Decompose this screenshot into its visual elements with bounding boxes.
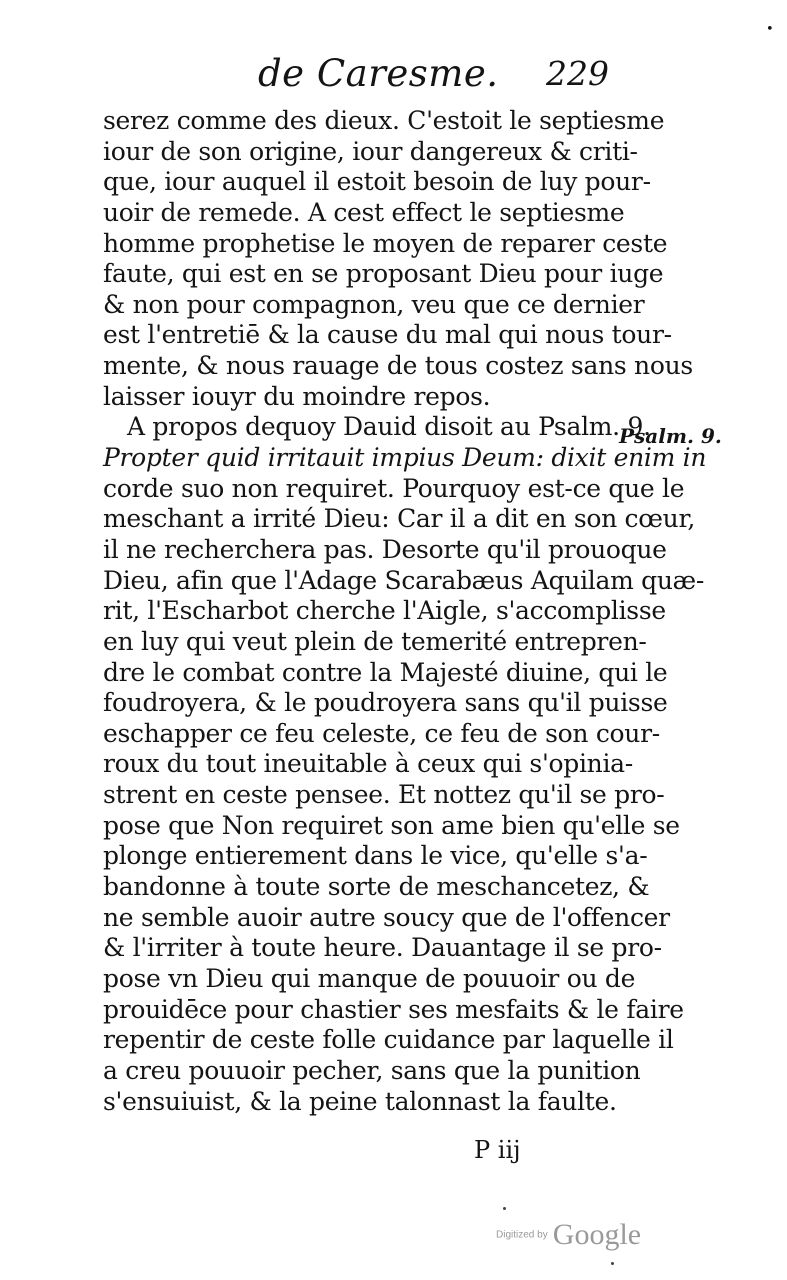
- text-line: il ne recherchera pas. Desorte qu'il prouoque: [103, 534, 667, 564]
- corner-mark: •: [766, 22, 774, 37]
- text-line: dre le combat contre la Majesté diuine, qui le: [103, 657, 668, 687]
- text-line: plonge entierement dans le vice, qu'elle s'a-: [103, 841, 648, 871]
- text-line: foudroyera, & le poudroyera sans qu'il puisse: [103, 688, 668, 718]
- text-line: A propos dequoy Dauid disoit au Psalm. 9.: [127, 412, 651, 442]
- ink-speck: [503, 1207, 506, 1210]
- text-line: bandonne à toute sorte de meschancetez, &: [103, 872, 650, 902]
- text-line: repentir de ceste folle cuidance par laquelle il: [103, 1025, 674, 1055]
- catchword-signature: P iij: [474, 1136, 521, 1164]
- text-line: uoir de remede. A cest effect le septiesme: [103, 197, 625, 227]
- text-line: a creu pouuoir pecher, sans que la punition: [103, 1055, 641, 1085]
- ink-speck: [611, 1262, 614, 1265]
- text-line: s'ensuiuist, & la peine talonnast la faulte.: [103, 1086, 617, 1116]
- digitized-watermark: [496, 1218, 641, 1252]
- page-number: 229: [546, 54, 609, 93]
- text-line: rit, l'Escharbot cherche l'Aigle, s'accomplisse: [103, 596, 666, 626]
- text-line: laisser iouyr du moindre repos.: [103, 381, 491, 411]
- running-head-title: de Caresme.: [258, 52, 499, 95]
- text-line: eschapper ce feu celeste, ce feu de son cour-: [103, 718, 660, 748]
- text-line: roux du tout ineuitable à ceux qui s'opinia-: [103, 749, 633, 779]
- text-line: prouidēce pour chastier ses mesfaits & le faire: [103, 994, 684, 1024]
- text-line: serez comme des dieux. C'estoit le septiesme: [103, 106, 665, 135]
- body-text: [103, 106, 707, 1117]
- text-line: iour de son origine, iour dangereux & criti-: [103, 136, 638, 166]
- margin-note: Psalm. 9.: [619, 424, 722, 448]
- text-line: meschant a irrité Dieu: Car il a dit en son cœur,: [103, 504, 696, 534]
- text-line: mente, & nous rauage de tous costez sans nous: [103, 351, 693, 381]
- watermark-brand: Google: [552, 1218, 642, 1251]
- text-line: est l'entretiē & la cause du mal qui nous tour-: [103, 320, 672, 350]
- text-line: en luy qui veut plein de temerité entrepren-: [103, 626, 647, 656]
- text-line: & non pour compagnon, veu que ce dernier: [103, 289, 645, 319]
- text-line: corde suo non requiret. Pourquoy est-ce que le: [103, 473, 685, 503]
- latin-quote-line: Propter quid irritauit impius Deum: dixit enim in: [103, 443, 707, 473]
- text-line: homme prophetise le moyen de reparer ceste: [103, 228, 668, 258]
- text-line: strent en ceste pensee. Et nottez qu'il se pro-: [103, 780, 665, 810]
- text-line: que, iour auquel il estoit besoin de luy pour-: [103, 167, 651, 197]
- text-line: Dieu, afin que l'Adage Scarabæus Aquilam quæ-: [103, 565, 704, 595]
- text-line: ne semble auoir autre soucy que de l'offencer: [103, 902, 670, 932]
- text-line: pose que Non requiret son ame bien qu'elle se: [103, 810, 680, 840]
- watermark-prefix: Digitized by: [496, 1229, 548, 1241]
- text-line: pose vn Dieu qui manque de pouuoir ou de: [103, 963, 636, 993]
- text-line: & l'irriter à toute heure. Dauantage il se pro-: [103, 933, 662, 963]
- text-line: faute, qui est en se proposant Dieu pour iuge: [103, 259, 664, 289]
